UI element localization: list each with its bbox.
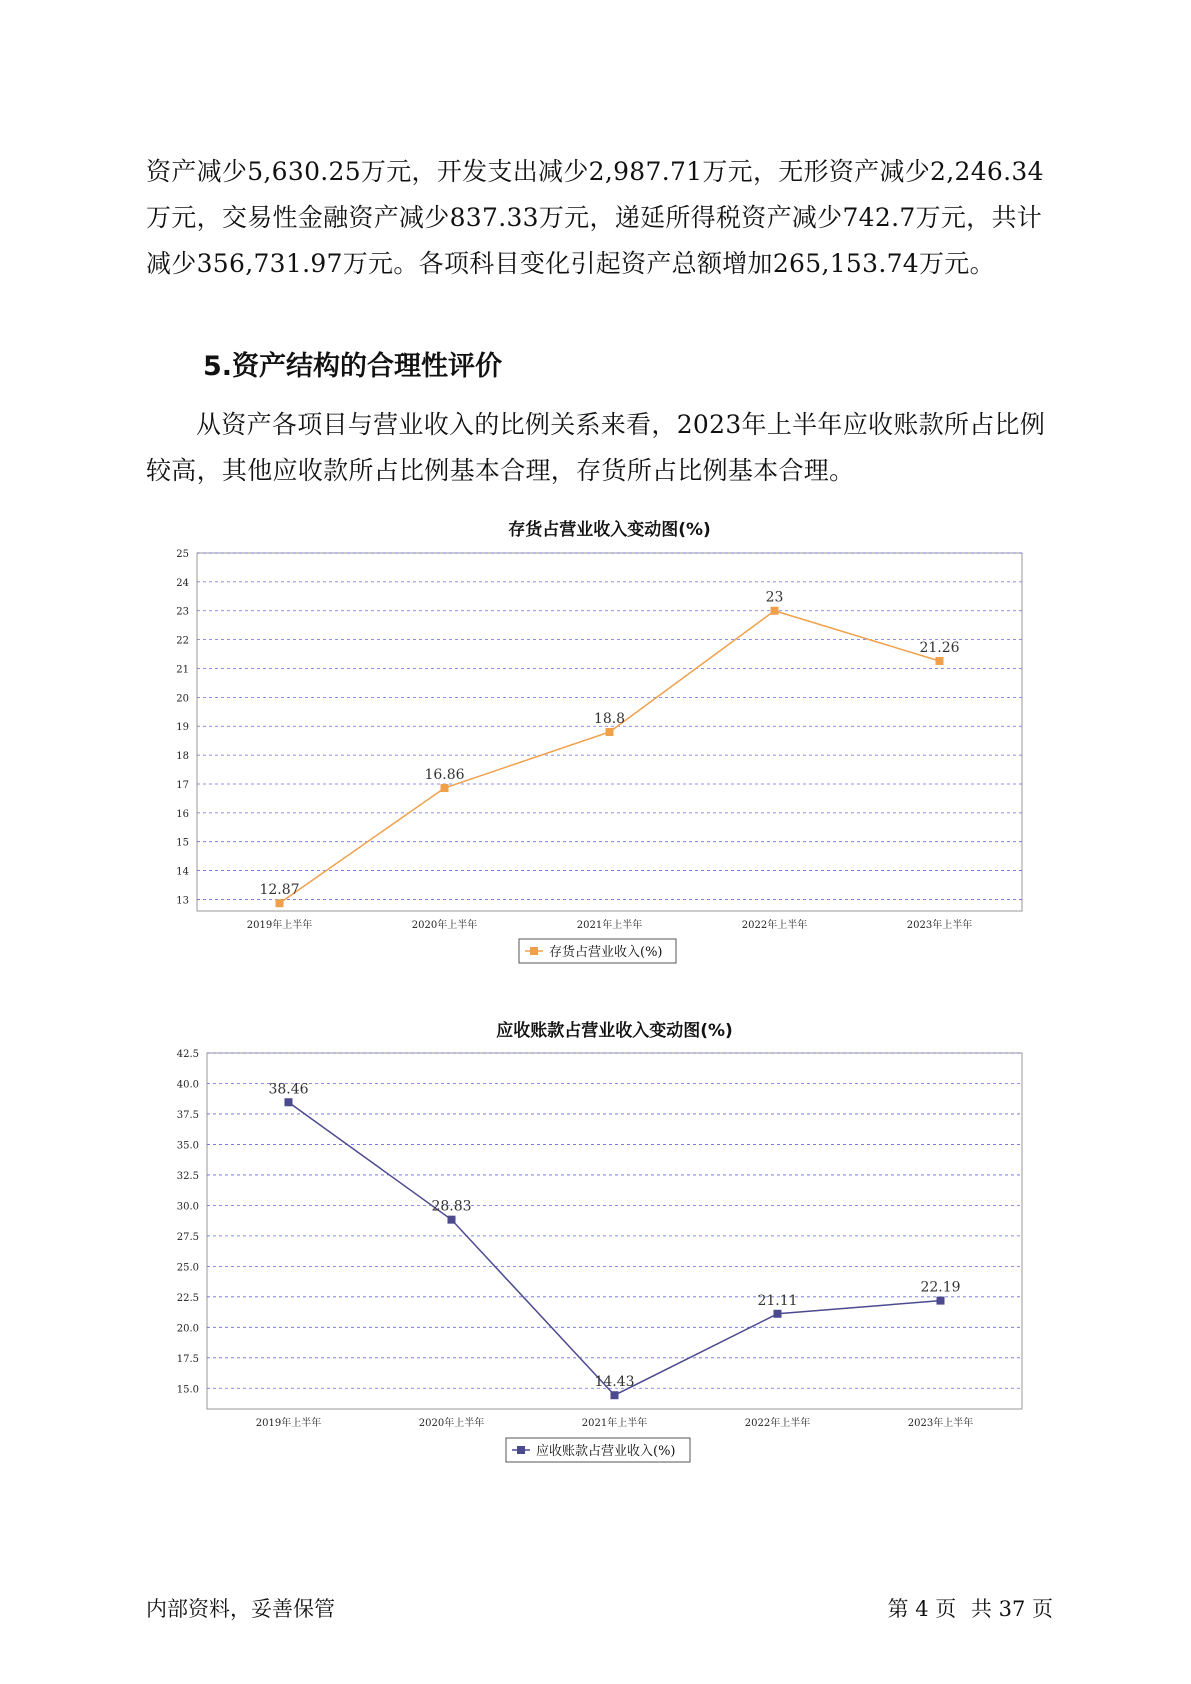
- section-heading: 5.资产结构的合理性评价: [203, 351, 503, 382]
- y-tick-label: 24: [176, 577, 189, 589]
- data-point: [441, 784, 449, 792]
- x-tick-label: 2019年上半年: [246, 920, 313, 931]
- data-point: [276, 899, 284, 907]
- footer-page-total: 共 37 页: [970, 1597, 1053, 1621]
- y-tick-label: 19: [176, 722, 189, 734]
- x-tick-label: 2022年上半年: [744, 1418, 811, 1429]
- data-point: [937, 1297, 945, 1305]
- data-label: 18.8: [593, 711, 626, 727]
- y-tick-label: 13: [176, 895, 189, 907]
- y-tick-label: 23: [176, 606, 189, 618]
- data-point: [771, 607, 779, 615]
- y-tick-label: 25.0: [176, 1262, 199, 1274]
- body-paragraph-asset-changes: 资产减少5,630.25万元，开发支出减少2,987.71万元，无形资产减少2,246.34万元，交易性金融资产减少837.33万元，递延所得税资产减少742.7万元，共计减少356,731.97万元。各项科目变化引起资产总额增加265,153.74万元。: [146, 157, 1044, 278]
- y-tick-label: 40.0: [176, 1079, 199, 1091]
- data-point: [611, 1391, 619, 1399]
- footer-confidential-note: 内部资料，妥善保管: [146, 1597, 335, 1621]
- data-label: 28.83: [431, 1198, 472, 1215]
- y-tick-label: 16: [176, 808, 189, 820]
- y-tick-label: 35.0: [176, 1140, 199, 1152]
- x-tick-label: 2023年上半年: [906, 920, 973, 931]
- x-tick-label: 2019年上半年: [255, 1418, 322, 1429]
- y-tick-label: 15.0: [176, 1384, 199, 1396]
- data-point: [448, 1216, 456, 1224]
- y-tick-label: 37.5: [176, 1109, 199, 1121]
- data-point: [774, 1310, 782, 1318]
- receivables-ratio-chart: [0, 1013, 1191, 1473]
- data-label: 22.19: [920, 1279, 961, 1296]
- y-tick-label: 30.0: [176, 1201, 199, 1213]
- y-tick-label: 20: [176, 693, 189, 705]
- data-label: 16.86: [424, 767, 465, 784]
- x-tick-label: 2022年上半年: [741, 920, 808, 931]
- legend-marker: [530, 947, 538, 955]
- x-tick-label: 2021年上半年: [576, 920, 643, 931]
- legend-label: 应收账款占营业收入(%): [536, 1444, 676, 1459]
- footer-page-current: 第 4 页: [887, 1597, 957, 1621]
- data-point: [285, 1098, 293, 1106]
- footer-page-number: [880, 1594, 1053, 1624]
- y-tick-label: 17: [176, 779, 189, 791]
- x-tick-label: 2021年上半年: [581, 1418, 648, 1429]
- body-paragraph-asset-structure: 从资产各项目与营业收入的比例关系来看，2023年上半年应收账款所占比例较高，其他应收款所占比例基本合理，存货所占比例基本合理。: [146, 410, 1046, 485]
- y-tick-label: 18: [176, 751, 189, 763]
- y-tick-label: 15: [176, 837, 189, 849]
- inventory-ratio-chart: [0, 515, 1191, 975]
- y-tick-label: 22.5: [176, 1292, 199, 1304]
- data-point: [936, 657, 944, 665]
- legend-label: 存货占营业收入(%): [549, 945, 663, 960]
- x-tick-label: 2020年上半年: [411, 920, 478, 931]
- plot-area: [207, 1053, 1022, 1409]
- x-tick-label: 2020年上半年: [418, 1418, 485, 1429]
- data-label: 21.11: [757, 1292, 798, 1309]
- data-label: 38.46: [268, 1081, 309, 1098]
- data-label: 21.26: [919, 639, 960, 656]
- y-tick-label: 25: [176, 549, 189, 560]
- y-tick-label: 27.5: [176, 1231, 199, 1243]
- data-label: 12.87: [259, 882, 300, 899]
- chart-title: 存货占营业收入变动图(%): [508, 520, 711, 540]
- y-tick-label: 20.0: [176, 1323, 199, 1335]
- y-tick-label: 14: [176, 866, 189, 878]
- data-label: 14.43: [594, 1374, 635, 1391]
- y-tick-label: 22: [176, 635, 189, 647]
- y-tick-label: 32.5: [176, 1170, 199, 1182]
- chart-title: 应收账款占营业收入变动图(%): [496, 1021, 733, 1041]
- data-label: 23: [765, 589, 784, 606]
- y-tick-label: 17.5: [176, 1353, 199, 1365]
- y-tick-label: 42.5: [176, 1049, 199, 1060]
- legend-marker: [517, 1446, 525, 1454]
- data-point: [606, 728, 614, 736]
- x-tick-label: 2023年上半年: [907, 1418, 974, 1429]
- y-tick-label: 21: [176, 664, 189, 676]
